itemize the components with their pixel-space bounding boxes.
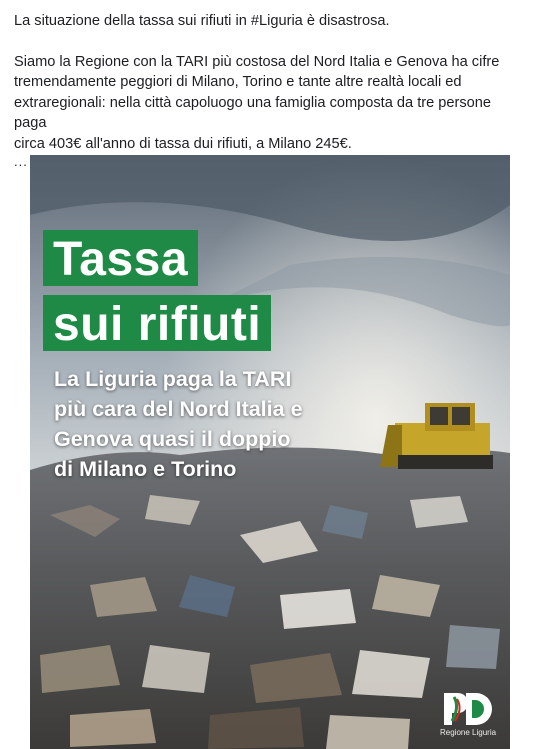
post-text [14,11,526,170]
post-body-line: circa 403€ all'anno di tassa dui rifiuti, a Milano 245€. [14,135,352,152]
paragraph-gap [14,32,526,52]
poster-subtitle [54,364,494,484]
pd-logo-icon [442,691,494,727]
post-body-line: Siamo la Regione con la TARI più costosa del Nord Italia e Genova ha cifre [14,53,500,70]
post-image[interactable] [30,155,510,749]
post-body-line: extraregionali: nella città capoluogo una famiglia composta da tre persone paga [14,94,492,131]
post-body-line: tremendamente peggiori di Milano, Torino e tante altre realtà locali ed [14,74,462,90]
subtitle-line: La Liguria paga la TARI [54,367,292,391]
subtitle-line: di Milano e Torino [54,457,237,481]
see-more-link[interactable]: ... [14,154,28,169]
poster-title-line1: Tassa [43,230,198,286]
subtitle-line: più cara del Nord Italia e [54,397,303,421]
post-intro: La situazione della tassa sui rifiuti in #Liguria è disastrosa. [14,13,390,29]
pd-logo-caption: Regione Liguria [440,728,497,737]
subtitle-line: Genova quasi il doppio [54,427,291,451]
pd-logo [440,691,502,741]
poster-title-line2: sui rifiuti [43,295,271,351]
